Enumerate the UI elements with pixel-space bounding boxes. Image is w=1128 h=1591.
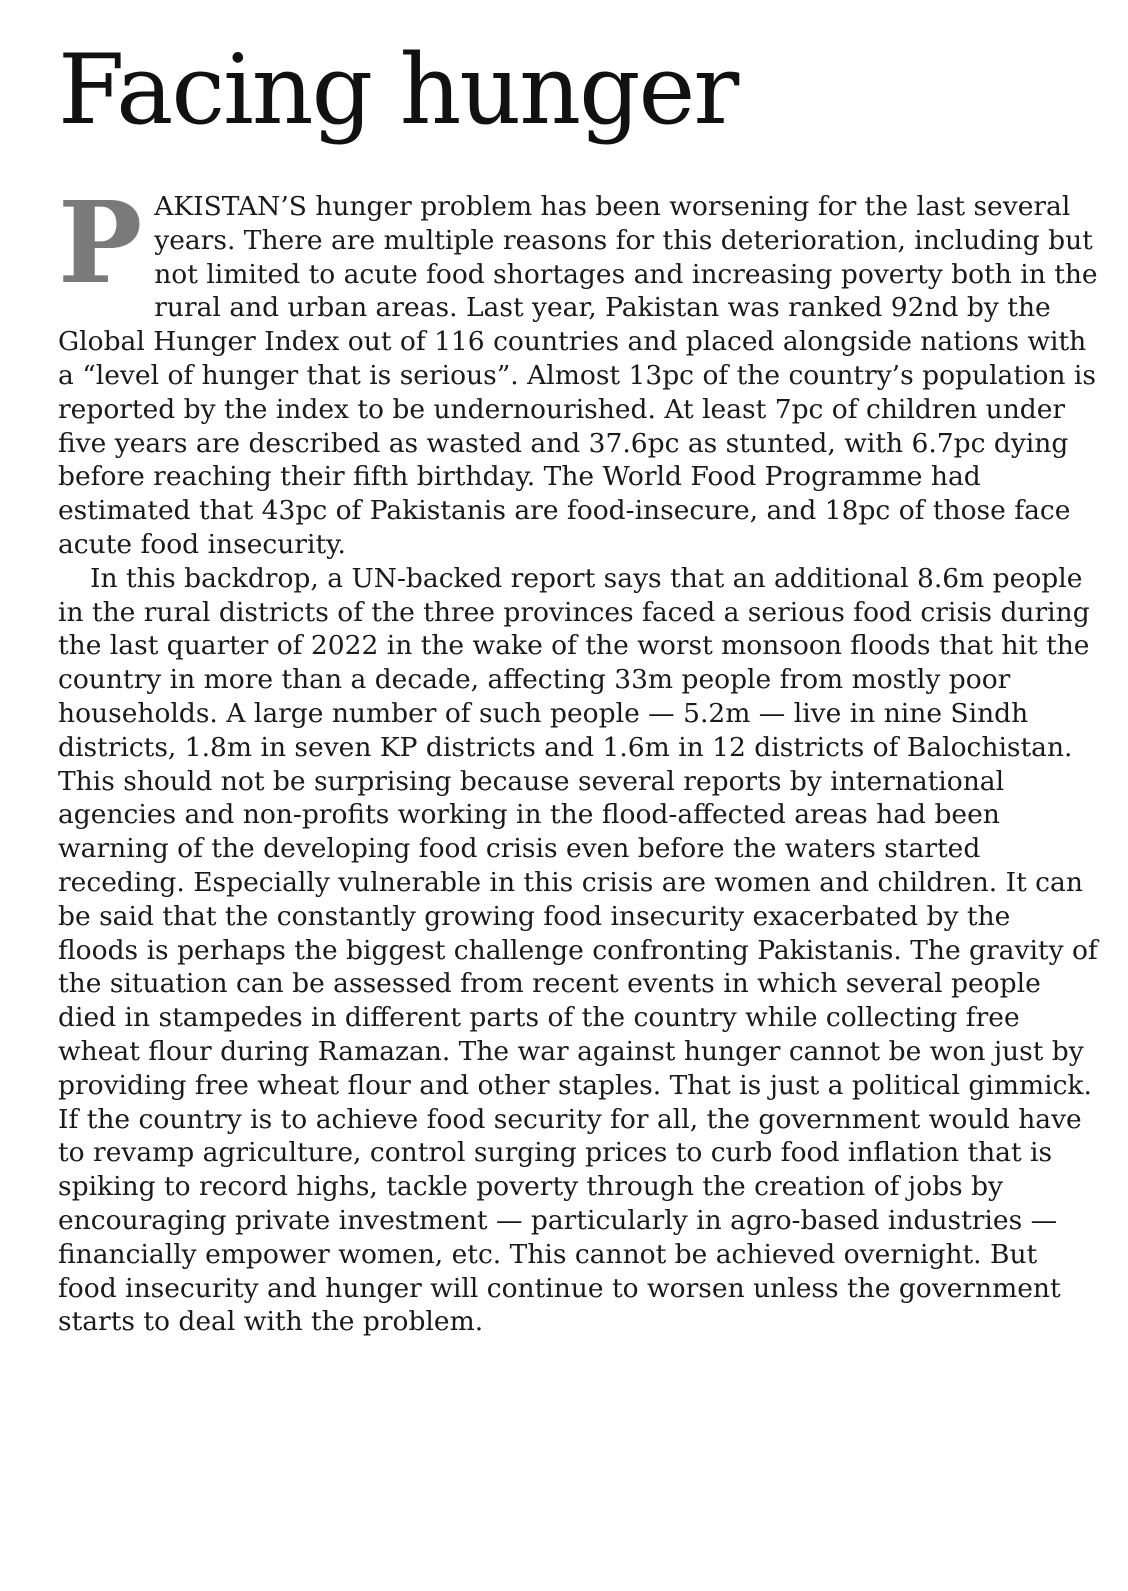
- article-body: [58, 178, 1098, 1339]
- paragraph-2: In this backdrop, a UN-backed report says that an additional 8.6m people in the rural districts of the three provinces faced a serious food crisis during the last quarter of 2022 in the wake of the worst monsoon floods that hit the country in more than a decade, affecting 33m people from mostly poor households. A large number of such people — 5.2m — live in nine Sindh districts, 1.8m in seven KP districts and 1.6m in 12 districts of Balochistan. This should not be surprising because several reports by international agencies and non-profits working in the flood-affected areas had been warning of the developing food crisis even before the waters started receding. Especially vulnerable in this crisis are women and children. It can be said that the constantly growing food insecurity exacerbated by the floods is perhaps the biggest challenge confronting Pakistanis. The gravity of the situation can be assessed from recent events in which several people died in stampedes in different parts of the country while collecting free wheat flour during Ramazan. The war against hunger cannot be won just by providing free wheat flour and other staples. That is just a political gimmick. If the country is to achieve food security for all, the government would have to revamp agriculture, control surging prices to curb food inflation that is spiking to record highs, tackle poverty through the creation of jobs by encouraging private investment — particularly in agro-based industries — financially empower women, etc. This cannot be achieved overnight. But food insecurity and hunger will continue to worsen unless the government starts to deal with the problem.: [58, 562, 1098, 1338]
- editorial-article: [58, 30, 1098, 1339]
- paragraph-1: [58, 178, 1098, 562]
- headline: Facing hunger: [58, 34, 738, 146]
- drop-cap: P: [58, 178, 143, 309]
- paragraph-1-text: AKISTAN’S hunger problem has been worsening for the last several years. There are multiple reasons for this deterioration, including but not limited to acute food shortages and increasing poverty both in the rural and urban areas. Last year, Pakistan was ranked 92nd by the Global Hunger Index out of 116 countries and placed alongside nations with a “level of hunger that is serious”. Almost 13pc of the country’s population is reported by the index to be undernourished. At least 7pc of children under five years are described as wasted and 37.6pc as stunted, with 6.7pc dying before reaching their fifth birthday. The World Food Programme had estimated that 43pc of Pakistanis are food-insecure, and 18pc of those face acute food insecurity.: [58, 191, 1098, 560]
